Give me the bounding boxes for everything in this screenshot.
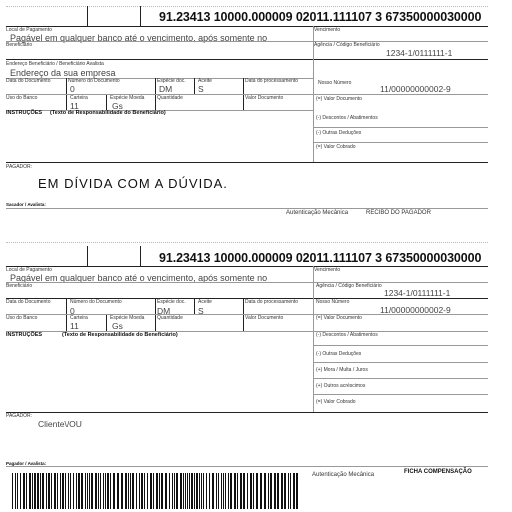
aceite-label-2: Aceite <box>198 299 212 305</box>
local-pagamento-label-2: Local de Pagamento <box>6 267 52 273</box>
numero-documento-label: Número do Documento <box>68 78 120 84</box>
mora-label-2: (+) Mora / Multa / Juros <box>316 367 368 373</box>
especie-moeda-value: Gs <box>112 101 123 111</box>
agencia-label: Agência / Código Beneficiário <box>314 42 380 48</box>
bank-divider-right-2 <box>140 246 141 266</box>
cut-line-middle <box>6 242 488 243</box>
especie-moeda-label-2: Espécie Moeda <box>110 315 145 321</box>
valor-documento-label-2: Valor Documento <box>245 315 284 321</box>
barcode <box>12 473 300 509</box>
local-pagamento-value: Pagável em qualquer banco até o vencimento, após somente no <box>10 33 268 43</box>
data-processamento-label-2: Data do processamento <box>245 299 299 305</box>
data-documento-label-2: Data do Documento <box>6 299 51 305</box>
especie-doc-value: DM <box>159 84 173 94</box>
especie-doc-value-2: DM <box>157 306 171 316</box>
valor-documento-label: Valor Documento <box>245 95 284 101</box>
outras-deducoes-label-2: (-) Outras Deduções <box>316 351 362 357</box>
bank-divider-left-2 <box>87 246 88 266</box>
valor-documento-right-label: (=) Valor Documento <box>316 96 362 102</box>
pagador-value-2: Cliente\/OU <box>38 419 82 429</box>
agencia-value-2: 1234-1/0111111-1 <box>384 288 451 298</box>
agencia-label-2: Agência / Código Beneficiário <box>316 283 382 289</box>
cut-line-top <box>6 6 488 7</box>
vencimento-label: Vencimento <box>314 27 341 33</box>
instrucoes-label-2: INSTRUÇÕES <box>6 332 43 338</box>
especie-moeda-value-2: Gs <box>112 321 123 331</box>
pagador-value: EM DÍVIDA COM A DÚVIDA. <box>38 176 228 191</box>
data-documento-label: Data do Documento <box>6 78 51 84</box>
outras-deducoes-label: (-) Outras Deduções <box>316 130 362 136</box>
data-processamento-label: Data do processamento <box>245 78 299 84</box>
valor-cobrado-label: (=) Valor Cobrado <box>316 144 356 150</box>
bank-divider-left <box>87 6 88 26</box>
endereco-value: Endereço da sua empresa <box>10 68 116 78</box>
local-pagamento-value-2: Pagável em qualquer banco até o vencimento, após somente no <box>10 273 268 283</box>
outros-acrescimos-label-2: (+) Outros acréscimos <box>316 383 366 389</box>
pagador-label-2: PAGADOR: <box>6 413 33 419</box>
nosso-numero-label-2: Nosso Número <box>316 299 350 305</box>
agencia-value: 1234-1/0111111-1 <box>386 48 453 58</box>
quantidade-label: Quantidade <box>157 95 183 101</box>
recibo-label: RECIBO DO PAGADOR <box>366 210 431 216</box>
aceite-value: S <box>198 84 204 94</box>
valor-documento-right-label-2: (=) Valor Documento <box>316 315 362 321</box>
digitable-line: 91.23413 10000.000009 02011.111107 3 67350000030000 <box>159 10 482 24</box>
digitable-line-2: 91.23413 10000.000009 02011.111107 3 67350000030000 <box>159 251 482 265</box>
autenticacao-label: Autenticação Mecânica <box>286 210 349 216</box>
carteira-label: Carteira <box>70 95 88 101</box>
quantidade-label-2: Quantidade <box>157 315 183 321</box>
instrucoes-label: INSTRUÇÕES <box>6 110 43 116</box>
endereco-label: Endereço Beneficiário / Beneficiário Avalista <box>6 61 104 67</box>
carteira-value: 11 <box>70 101 79 111</box>
instrucoes-hint: (Texto de Responsabilidade do Beneficiário) <box>50 110 166 116</box>
instrucoes-hint-2: (Texto de Responsabilidade do Beneficiário) <box>62 332 178 338</box>
sacador-label: Sacador / Avalista: <box>6 202 46 207</box>
especie-doc-label-2: Espécie doc. <box>157 299 186 305</box>
autenticacao-label-2: Autenticação Mecânica <box>312 472 375 478</box>
local-pagamento-label: Local de Pagamento <box>6 27 52 33</box>
ficha-label: FICHA COMPENSAÇÃO <box>404 469 472 475</box>
bank-divider-right <box>140 6 141 26</box>
aceite-label: Aceite <box>198 78 212 84</box>
valor-cobrado-label-2: (=) Valor Cobrado <box>316 399 356 405</box>
beneficiario-label: Beneficiário <box>6 42 33 48</box>
nosso-numero-label: Nosso Número <box>318 80 352 86</box>
nosso-numero-value: 11/00000000002-9 <box>380 84 451 94</box>
sacador-label-2: Pagador / Avalista: <box>6 461 47 466</box>
descontos-label-2: (-) Descontos / Abatimentos <box>316 332 378 338</box>
uso-banco-label-2: Uso do Banco <box>6 315 38 321</box>
beneficiario-label-2: Beneficiário <box>6 283 33 289</box>
aceite-value-2: S <box>198 306 204 316</box>
numero-documento-value: 0 <box>70 84 75 94</box>
nosso-numero-value-2: 11/00000000002-9 <box>380 305 451 315</box>
pagador-label: PAGADOR: <box>6 164 33 170</box>
vencimento-label-2: Vencimento <box>314 267 341 273</box>
carteira-label-2: Carteira <box>70 315 88 321</box>
numero-documento-label-2: Número do Documento <box>70 299 122 305</box>
uso-banco-label: Uso do Banco <box>6 95 38 101</box>
carteira-value-2: 11 <box>70 321 79 331</box>
especie-doc-label: Espécie doc. <box>157 78 186 84</box>
descontos-label: (-) Descontos / Abatimentos <box>316 115 378 121</box>
especie-moeda-label: Espécie Moeda <box>110 95 145 101</box>
numero-documento-value-2: 0 <box>70 306 75 316</box>
